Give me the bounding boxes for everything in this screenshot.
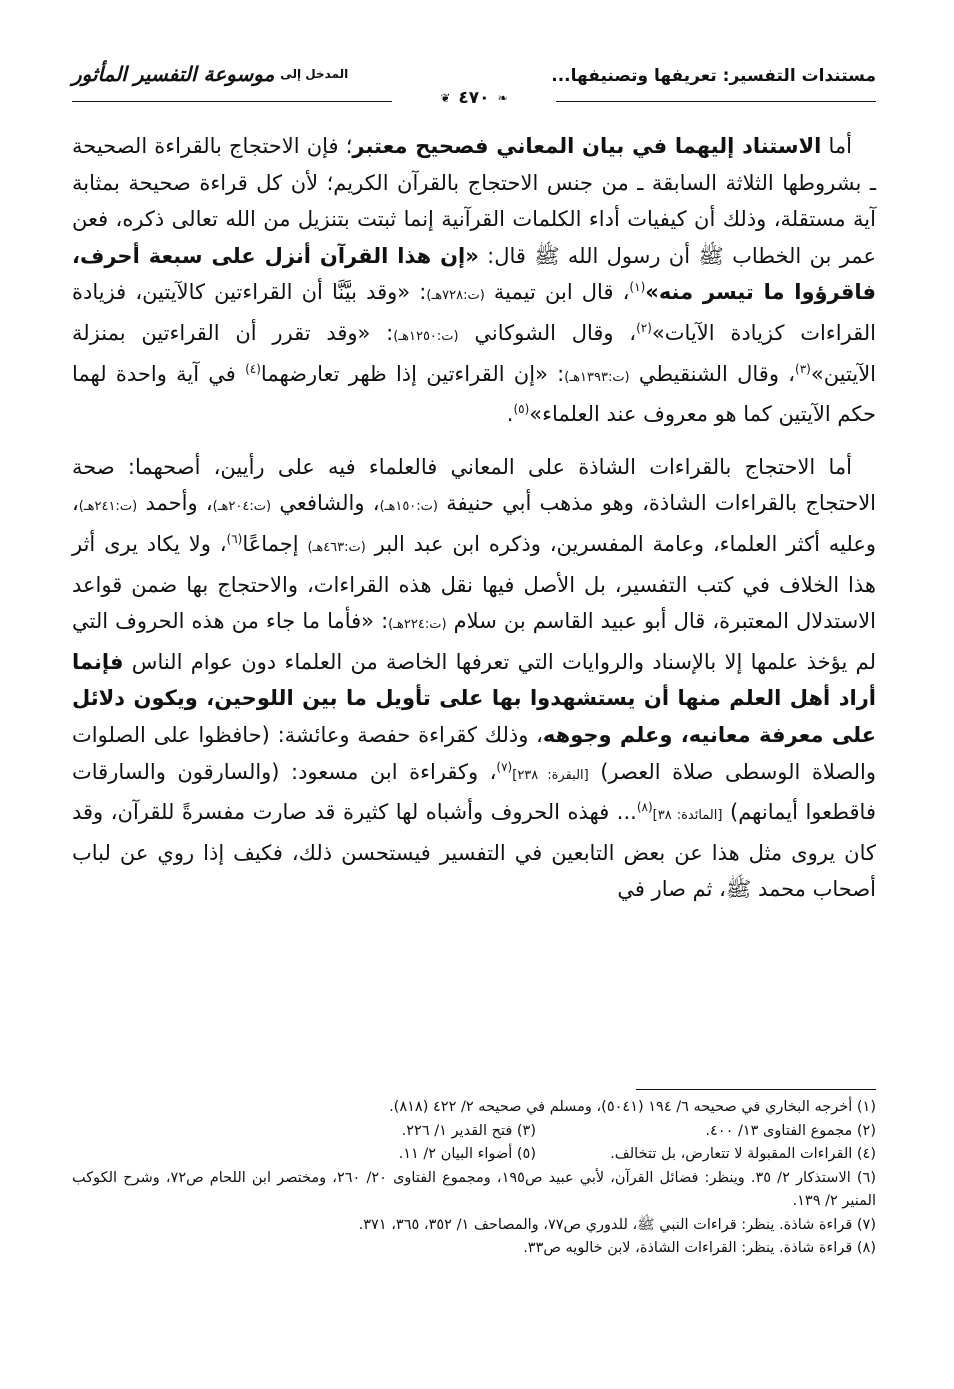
footnote-1: (١) أخرجه البخاري في صحيحه ٦/ ١٩٤ (٥٠٤١)، ومسلم في صحيحه ٢/ ٤٢٢ (٨١٨). [389, 1099, 876, 1115]
footnote-ref[interactable]: (١) [629, 280, 646, 295]
verse-reference: [المائدة: ٣٨] [652, 808, 723, 824]
text-run: إجماعًا [242, 531, 308, 556]
death-date: (ت:٤٦٣هـ) [307, 539, 366, 555]
paragraph [72, 128, 876, 433]
death-date: (ت:٢٤١هـ) [78, 499, 138, 515]
ornament-icon: ❦ [440, 91, 451, 105]
text-run: أما الاحتجاج بالقراءات الشاذة على المعاني فالعلماء فيه على رأيين، أصحهما: صحة الاحتجاج بالقراءات الشاذة، وهو مذهب أبي حنيفة [72, 454, 877, 516]
text-run: ، وذلك كقراءة حفصة وعائشة: (حافظوا على الصلوات والصلاة الوسطى صلاة العصر) [72, 722, 876, 784]
death-date: (ت:١٢٥٠هـ) [393, 328, 459, 344]
text-run: أما [821, 134, 852, 158]
footnote-3: (٣) فتح القدير ١/ ٢٢٦. [401, 1122, 536, 1139]
footnote-ref[interactable]: (٤) [245, 361, 261, 376]
book-prefix: المدخل إلى [280, 67, 349, 81]
death-date: (ت:١٥٠هـ) [379, 499, 438, 515]
page-number: ٤٧٠ [458, 88, 490, 108]
footnote-divider [636, 1089, 876, 1090]
text-run: ، ولا يكاد يرى أثر هذا الخلاف في كتب التفسير، بل الأصل فيها نقل هذه القراءات، والاحتجاج بها ضمن قواعد الاستدلال المعتبرة، قال أبو عبيد القاسم بن سلام [72, 531, 876, 634]
footnote-ref[interactable]: (٦) [226, 531, 243, 546]
ornament-icon: ❧ [497, 91, 508, 105]
footnote-6: (٦) الاستذكار ٢/ ٣٥. وينظر: فضائل القرآن، لأبي عبيد ص١٩٥، ومجموع الفتاوى ٢٠/ ٢٦٠، ومختصر ابن اللحام ص٧٢، وشرح الكوكب المنير ٢/ ١٣٩. [72, 1169, 876, 1209]
footnote-row [72, 1143, 876, 1167]
text-run: . [506, 402, 514, 427]
chapter-title: مستندات التفسير: تعريفها وتصنيفها... [551, 66, 876, 86]
text-run: : «فأما ما جاء من هذه الحروف التي لم يؤخذ علمها إلا بالإسناد والروايات التي تعرفها الخاصة من العلماء دون عوام الناس [72, 609, 876, 674]
text-run: ، وقال الشوكاني [458, 320, 637, 345]
footnote-ref[interactable]: (٨) [636, 800, 653, 815]
footnote-ref[interactable]: (٣) [795, 361, 811, 376]
text-run: : «إن القراءتين إذا ظهر تعارضهما [260, 361, 565, 386]
death-date: (ت:٢٢٤هـ) [388, 617, 447, 633]
bold-quote: فإنما أراد أهل العلم منها أن يستشهدوا بها على تأويل ما بين اللوحين، ويكون دلائل على معرفة معانيه، وعلم وجوهه [72, 649, 876, 747]
footnote-ref[interactable]: (٧) [496, 759, 513, 774]
text-run: ... فهذه الحروف وأشباه لها كثيرة قد صارت مفسرةً للقرآن، وقد كان يروى مثل هذا عن بعض التابعين في التفسير فيستحسن ذلك، فكيف إذا روي عن لباب أصحاب محمد ﷺ، ثم صار في [72, 800, 876, 902]
footnote-2: (٢) مجموع الفتاوى ١٣/ ٤٠٠. [705, 1122, 876, 1139]
text-run: ، والشافعي [271, 491, 380, 516]
text-run: : «وقد تقرر أن القراءتين بمنزلة الآيتين» [72, 320, 877, 386]
page-number-group [440, 88, 507, 108]
death-date: (ت:١٣٩٣هـ) [564, 369, 630, 385]
death-date: (ت:٢٠٤هـ) [212, 499, 272, 515]
text-run: ، قال ابن تيمية [484, 280, 630, 305]
footnote-row [72, 1120, 876, 1144]
text-run: ، وقال الشنقيطي [629, 361, 796, 386]
book-title-group [72, 60, 348, 88]
text-run: ، وأحمد [137, 491, 213, 516]
page-header [72, 60, 876, 108]
footnote-5: (٥) أضواء البيان ٢/ ١١. [398, 1146, 536, 1162]
paragraph [72, 449, 876, 908]
book-title: موسوعة التفسير المأثور [72, 62, 275, 86]
bold-quote: «إن هذا القرآن أنزل على سبعة أحرف، فاقرؤوا ما تيسر منه» [72, 243, 876, 305]
footnote-4: (٤) القراءات المقبولة لا تتعارض، بل تتخالف. [610, 1146, 876, 1162]
text-run: ، وعليه أكثر العلماء، وعامة المفسرين، وذكره ابن عبد البر [72, 491, 876, 556]
header-rule [72, 101, 392, 102]
footnote-ref[interactable]: (٢) [636, 320, 652, 335]
verse-reference: [البقرة: ٢٣٨] [512, 767, 589, 783]
header-rule [556, 101, 876, 102]
text-run: ، وكقراءة ابن مسعود: (والسارقون والسارقات فاقطعوا أيمانهم) [72, 759, 876, 825]
text-run: في آية واحدة لهما حكم الآيتين كما هو معروف عند العلماء» [72, 361, 876, 427]
footnote-ref[interactable]: (٥) [513, 402, 530, 417]
death-date: (ت:٧٢٨هـ) [426, 288, 485, 304]
footnote-7: (٧) قراءة شاذة. ينظر: قراءات النبي ﷺ، للدوري ص٧٧، والمصاحف ١/ ٣٥٢، ٣٦٥، ٣٧١. [358, 1216, 876, 1233]
text-run: ؛ فإن الاحتجاج بالقراءة الصحيحة ـ بشروطها الثلاثة السابقة ـ من جنس الاحتجاج بالقرآن الكريم؛ لأن كل قراءة صحيحة بمثابة آية مستقلة، وذلك أن كيفيات أداء الكلمات القرآنية إنما ثبتت بتنزيل من الله تعالى ذكره، فعن عمر بن الخطاب ﷺ أن رسول الله ﷺ قال: [72, 134, 876, 268]
bold-text: الاستناد إليهما في بيان المعاني فصحيح معتبر [352, 134, 822, 158]
text-run: : «وقد بيَّنَّا أن القراءتين كالآيتين، فزيادة القراءات كزيادة الآيات» [72, 280, 877, 345]
footnotes [72, 1096, 876, 1261]
main-text [72, 128, 876, 908]
footnote-8: (٨) قراءة شاذة. ينظر: القراءات الشاذة، لابن خالويه ص٣٣. [523, 1240, 876, 1256]
